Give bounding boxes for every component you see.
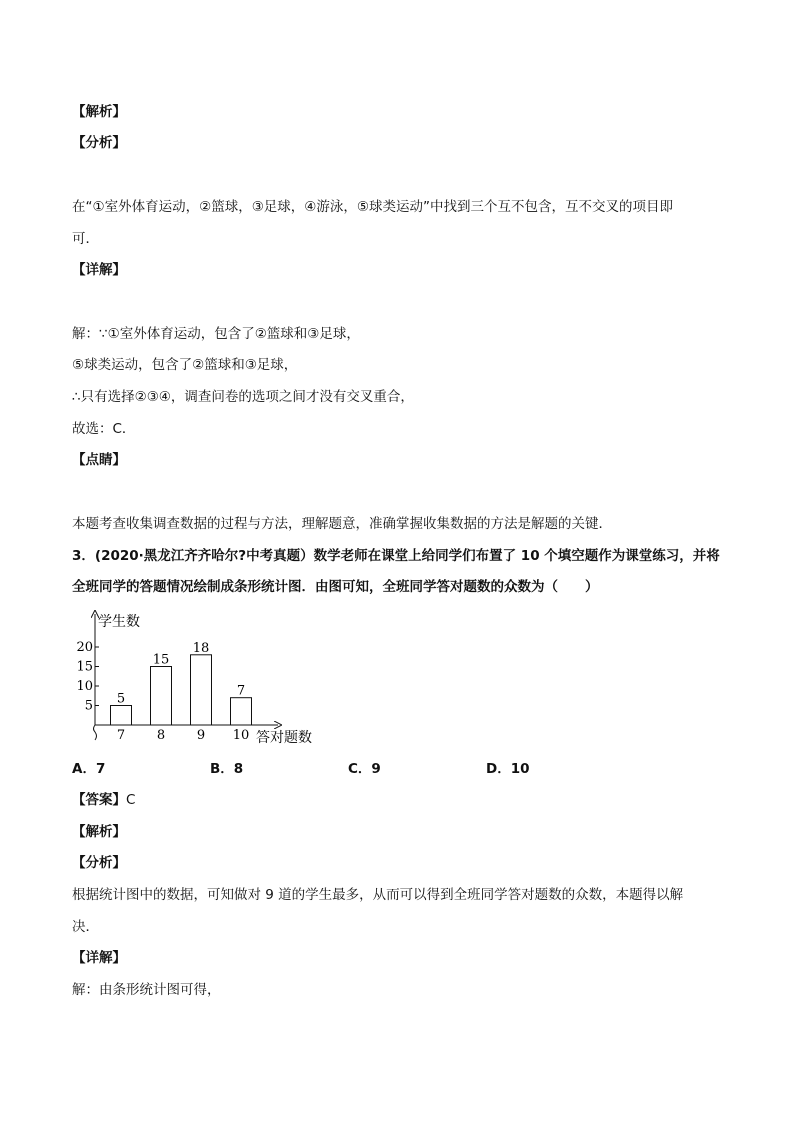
dianjing-text: 本题考查收集调查数据的过程与方法，理解题意，准确掌握收集数据的方法是解题的关键．: [72, 516, 612, 532]
y-tick-label: 10: [76, 679, 93, 694]
y-axis-label: 学生数: [98, 614, 140, 630]
bar: [231, 698, 252, 725]
xiangjie-heading-1: 【详解】: [72, 262, 126, 278]
xiangjie-heading-2: 【详解】: [72, 950, 126, 966]
answer-line: [72, 791, 135, 809]
y-tick-label: 20: [76, 640, 93, 655]
xiangjie-text-1b: ⑤球类运动，包含了②篮球和③足球，: [72, 357, 298, 373]
xiangjie-text-1d: 故选：C．: [72, 421, 136, 437]
question-3-line-1: 3．(2020·黑龙江齐齐哈尔?中考真题）数学老师在课堂上给同学们布置了 10 个填空题作为课堂练习，并将: [72, 548, 720, 564]
bar-data-label: 15: [152, 652, 170, 668]
xiangjie-text-1c: ∴只有选择②③④，调查问卷的选项之间才没有交叉重合，: [72, 389, 414, 405]
option-d: D．10: [486, 761, 530, 777]
fenxi-text-1b: 可．: [72, 231, 99, 247]
fenxi-text-1a: 在“①室外体育运动，②篮球，③足球，④游泳，⑤球类运动”中找到三个互不包含，互不交叉的项目即: [72, 199, 673, 215]
x-tick-label: 8: [156, 728, 166, 743]
fenxi-heading-2: 【分析】: [72, 855, 126, 871]
axis-break-icon: [94, 725, 97, 740]
option-b: B．8: [210, 761, 244, 777]
y-tick-label: 15: [76, 659, 93, 675]
bar: [191, 655, 212, 725]
x-tick-label: 9: [196, 728, 206, 743]
answer-value: C: [126, 792, 136, 808]
fenxi-text-2a: 根据统计图中的数据，可知做对 9 道的学生最多，从而可以得到全班同学答对题数的众数，本题得以解: [72, 887, 684, 903]
bar: [111, 706, 132, 726]
bar: [151, 667, 172, 726]
question-3-line-2: 全班同学的答题情况绘制成条形统计图．由图可知，全班同学答对题数的众数为（ ）: [72, 579, 599, 595]
jiexi-heading-2: 【解析】: [72, 824, 126, 840]
answer-label: 【答案】: [72, 792, 126, 808]
x-tick-label: 10: [232, 728, 250, 743]
fenxi-heading-1: 【分析】: [72, 135, 126, 151]
bar-data-label: 7: [236, 683, 246, 699]
bar-data-label: 5: [116, 691, 126, 707]
option-c: C．9: [348, 761, 381, 777]
fenxi-text-2b: 决．: [72, 919, 99, 935]
dianjing-heading: 【点睛】: [72, 452, 126, 468]
jiexi-heading-1: 【解析】: [72, 104, 126, 120]
xiangjie-text-2: 解：由条形统计图可得，: [72, 982, 221, 998]
y-tick-label: 5: [84, 698, 93, 714]
option-a: A．7: [72, 761, 106, 777]
bar-data-label: 18: [192, 640, 210, 656]
xiangjie-text-1a: 解：∵①室外体育运动，包含了②篮球和③足球，: [72, 326, 360, 342]
x-tick-label: 7: [116, 728, 126, 743]
bar-chart: [72, 606, 332, 746]
x-axis-label: 答对题数: [256, 730, 312, 746]
